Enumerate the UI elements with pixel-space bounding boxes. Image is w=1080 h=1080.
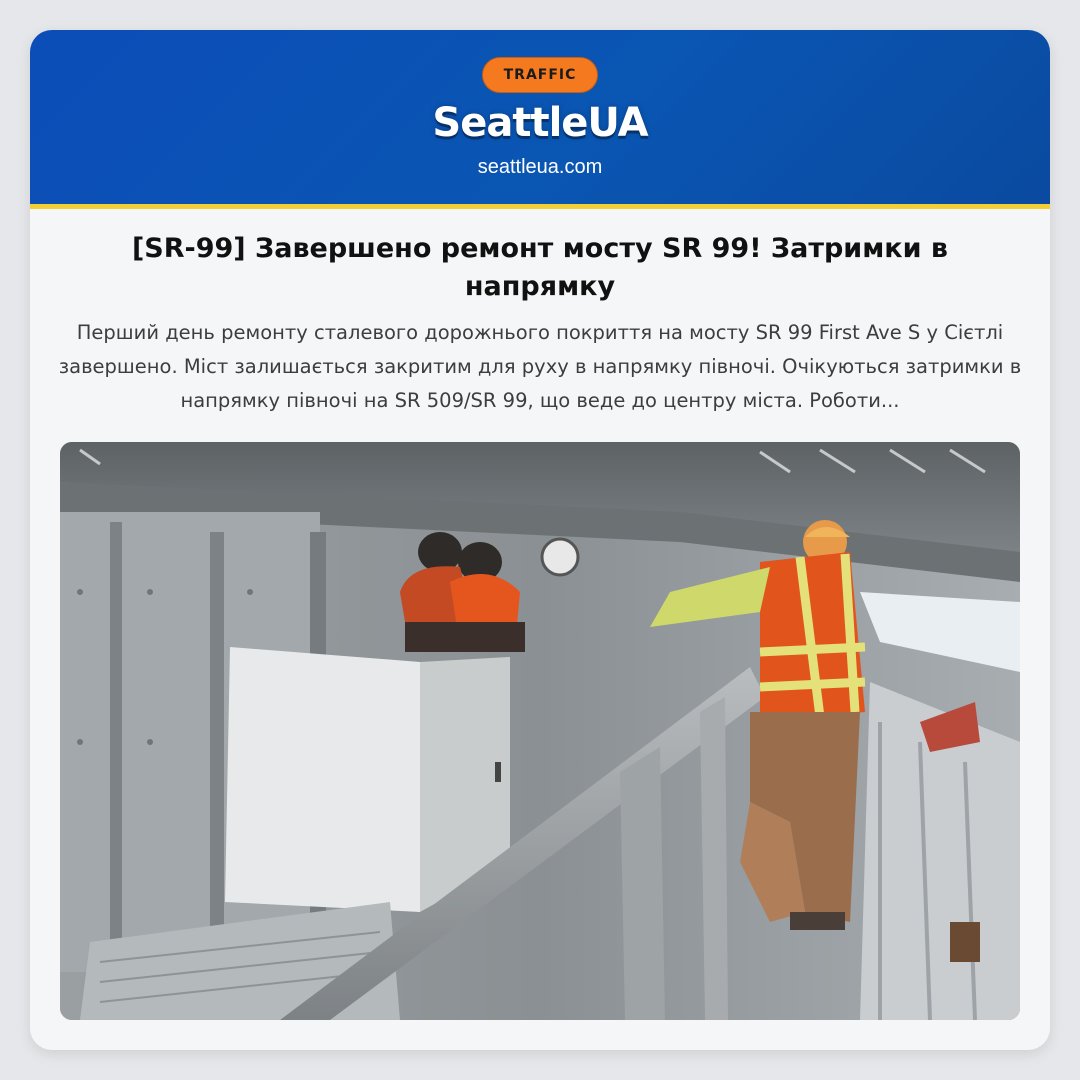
brand-logo-text[interactable]: SeattleUA [432,100,648,146]
header-accent-stripe [30,204,1050,209]
article-photo[interactable] [60,442,1020,1020]
post-card [30,30,1050,1050]
bridge-repair-illustration [60,442,1020,1020]
article-title[interactable]: [SR-99] Завершено ремонт мосту SR 99! Затримки в напрямку [131,233,949,302]
article-excerpt: Перший день ремонту сталевого дорожнього покриття на мосту SR 99 First Ave S у Сієтлі завершено. Міст залишається закритим для руху в напрямку півночі. Очікуються затримки в напрямку півночі на SR 509/SR 99, що веде до центру міста. Роботи... [58,321,1022,412]
brand-header [30,30,1050,205]
site-domain[interactable]: seattleua.com [477,156,603,178]
category-badge[interactable]: TRAFFIC [482,57,598,93]
